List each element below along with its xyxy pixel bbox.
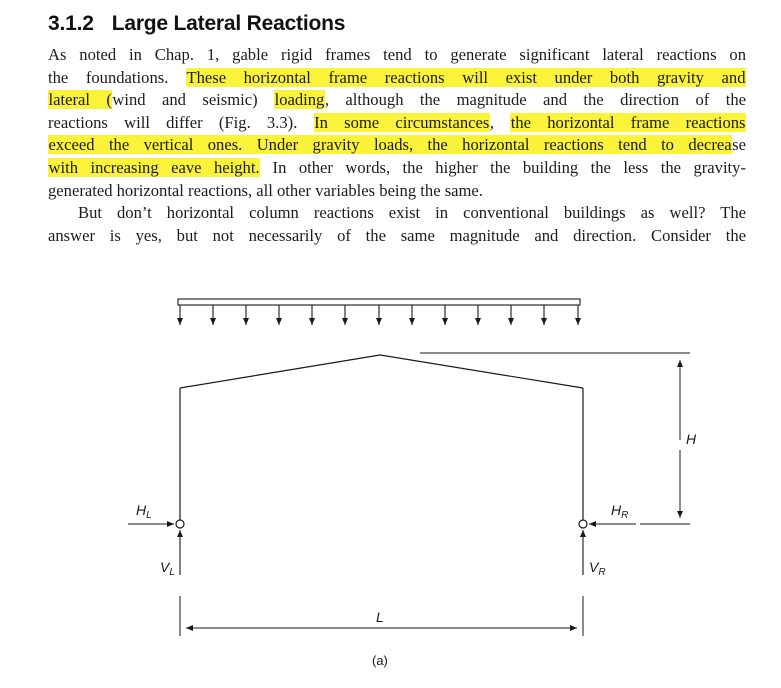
text-run: , although the magnitude and the direction of the [324,90,746,110]
height-dimension [420,353,690,524]
label-vr-main: V [589,559,599,575]
highlighted-text: with increasing eave height. [48,157,260,177]
paragraph-1-line-4 [48,112,746,135]
text-run: As noted in Chap. 1, gable rigid frames tend to generate significant lateral reactions on [48,45,746,64]
paragraph-1-line-6 [48,157,746,180]
text-run: In other words, the higher the building the less the gravity- [260,157,746,177]
paragraph-1-line-1 [48,44,746,67]
right-rafter [380,355,583,388]
left-rafter [180,355,380,388]
text-run: generated horizontal reactions, all other variables being the same. [48,180,483,200]
highlighted-text: the horizontal frame reactions [510,112,746,132]
left-pin-support [176,520,184,528]
figure-caption: (a) [372,653,388,668]
paragraph-2-line-2 [48,225,746,248]
text-run: , [489,112,511,132]
text-run: But don’t horizontal column reactions exist in conventional buildings as well? The [78,203,746,223]
label-hr-main: H [611,502,622,518]
label-hr-sub: R [621,510,629,521]
label-vr-sub: R [598,567,606,578]
paragraph-1-line-7 [48,180,746,203]
label-vr [589,559,606,578]
paragraph-1-line-5 [48,134,746,157]
section-heading [48,12,345,36]
text-run: reactions will differ (Fig. 3.3). [48,112,314,132]
label-height: H [686,431,697,447]
section-title: Large Lateral Reactions [111,12,346,35]
load-block [178,299,580,305]
highlighted-text: lateral ( [48,90,112,110]
paragraph-2-line-1 [48,202,746,225]
span-dimension [180,596,583,636]
label-vl [160,559,175,578]
text-run: the foundations. [48,67,186,87]
highlighted-text: In some circumstances [314,112,490,132]
highlighted-text: exceed the vertical ones. Under gravity loads, the horizontal reactions tend to decrea [48,135,732,155]
text-run: wind and seismic) [112,90,275,110]
distributed-load [178,299,580,325]
label-hl [136,502,152,521]
label-vl-sub: L [169,567,175,578]
right-pin-support [579,520,587,528]
highlighted-text: loading [274,90,325,110]
label-hr [611,502,628,521]
highlighted-text: These horizontal frame reactions will exist under both gravity and [186,67,746,87]
label-hl-sub: L [146,510,152,521]
label-vl-main: V [160,559,170,575]
gable-frame [180,355,583,520]
paragraph-1-line-3 [48,89,746,112]
label-span: L [376,609,384,625]
text-run: se [732,135,746,155]
paragraph-1-line-2 [48,67,746,90]
body-text [48,44,746,247]
label-hl-main: H [136,502,147,518]
section-number: 3.1.2 [48,12,94,35]
text-run: answer is yes, but not necessarily of the same magnitude and direction. Consider the [48,225,746,245]
reactions [128,524,636,575]
